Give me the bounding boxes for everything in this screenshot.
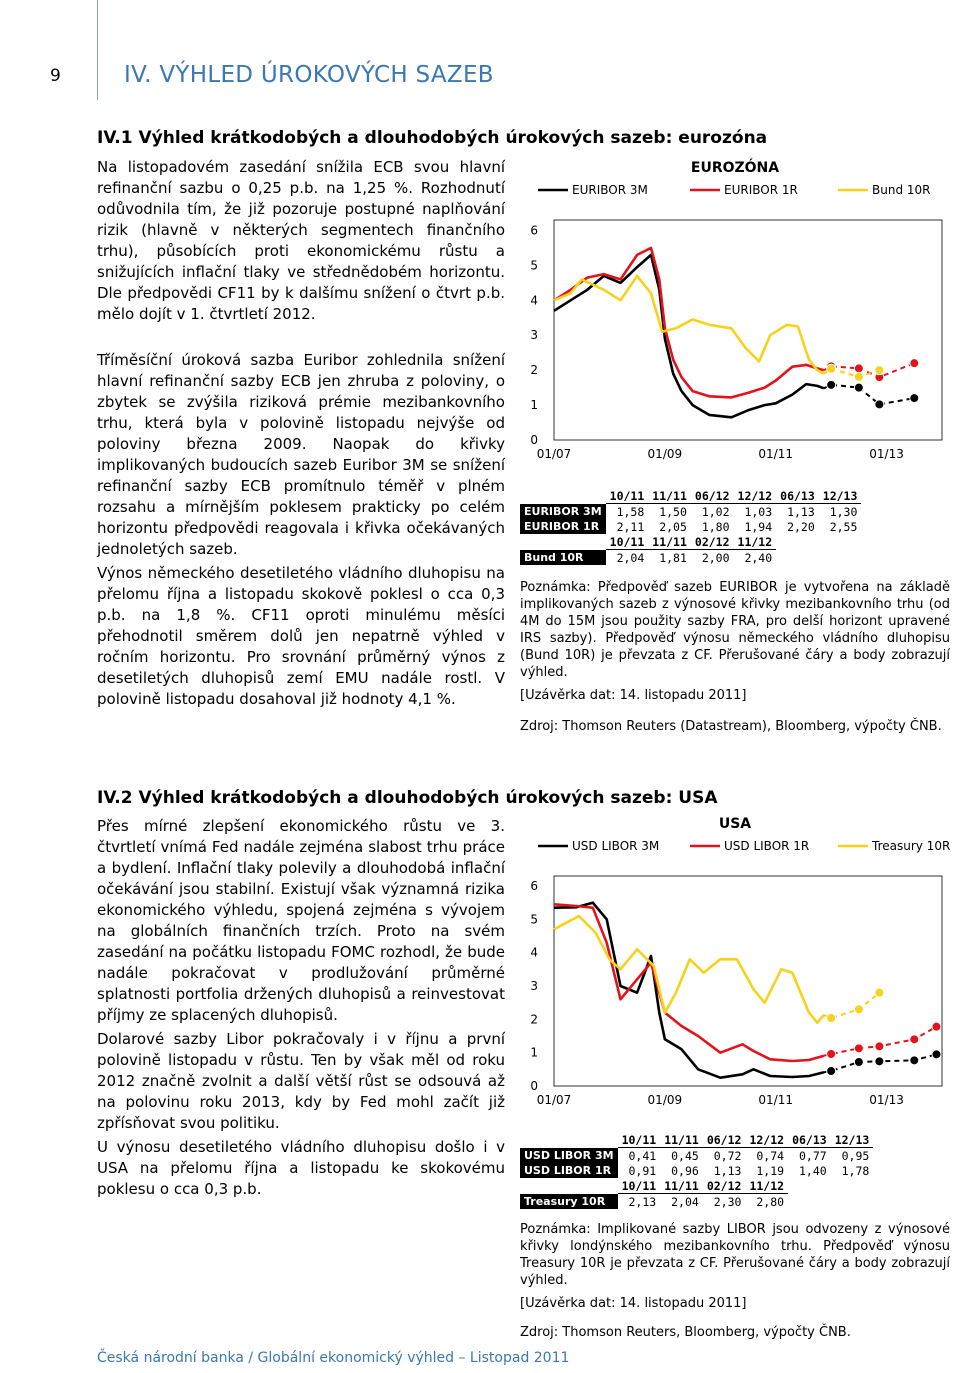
usa-table-row-label: USD LIBOR 1R: [520, 1163, 618, 1178]
eurozone-forecast-point: [854, 372, 863, 381]
eurozone-table-header-cell: 12/13: [819, 488, 862, 504]
usa-forecast-point: [875, 1057, 884, 1066]
usa-table-header-cell: 06/13: [788, 1132, 831, 1148]
eurozone-x-tick-label: 01/09: [647, 447, 683, 461]
usa-note: Poznámka: Implikované sazby LIBOR jsou odvozeny z výnosové křivky londýnského mezibankovního trhu. Předpověď výnosu Treasury 10R je převzata z CF. Přerušované čáry a body zobrazují výhled.: [520, 1222, 950, 1288]
usa-x-tick-label: 01/09: [647, 1093, 683, 1107]
usa-series-line: [554, 904, 824, 1061]
usa-forecast-point: [932, 1022, 941, 1031]
eurozone-table-header-cell: 10/11: [606, 488, 649, 504]
eurozone-table-row: [520, 504, 861, 520]
usa-table-row: [520, 1148, 873, 1164]
eurozone-plot-frame: [554, 220, 942, 440]
usa-table-cell: 1,13: [713, 1163, 742, 1178]
usa-forecast-point: [910, 1056, 919, 1065]
eurozone-y-tick-label: 2: [530, 363, 538, 378]
eurozone-forecast-point: [827, 364, 836, 373]
eurozone-legend-label: Bund 10R: [872, 183, 931, 197]
usa-table-header-cell: 12/12: [745, 1132, 788, 1148]
eurozone-chart-panel: [520, 160, 950, 735]
section1-title: IV.1 Výhled krátkodobých a dlouhodobých úrokových sazeb: eurozóna: [97, 128, 768, 148]
usa-table-cell: 2,13: [628, 1194, 657, 1209]
usa-y-tick-label: 3: [530, 979, 538, 993]
usa-table-cell: 0,77: [798, 1148, 827, 1163]
usa-table-cell: 1,78: [841, 1163, 870, 1178]
eurozone-table-cell: 1,81: [659, 550, 687, 565]
usa-table-header-row: [520, 1132, 873, 1148]
eurozone-table-cell: 2,55: [829, 519, 858, 534]
usa-legend-label: Treasury 10R: [872, 839, 950, 853]
usa-series-line: [554, 903, 824, 1078]
usa-table-cell: 0,91: [628, 1163, 657, 1178]
usa-forecast-point: [827, 1050, 836, 1059]
eurozone-table-cell: 2,05: [659, 519, 687, 534]
section1-paragraph-3: Výnos německého desetiletého vládního dluhopisu na přelomu října a listopadu skokově poklesl o cca 0,3 p.b. na 1,8 %. CF11 oproti minulému měsíci přehodnotil směrem dolů jen nepatrně výhled v ročním horizontu. Pro srovnání průměrný výnos z desetiletých dluhopisů zemí EMU nadále rostl. V polovině listopadu dosahoval již hodnoty 4,1 %.: [97, 564, 505, 708]
eurozone-table-cell: 2,11: [616, 519, 645, 534]
eurozone-table-cell: 1,13: [787, 504, 815, 519]
eurozone-forecast-table: [520, 488, 861, 565]
usa-x-tick-label: 01/11: [758, 1093, 794, 1107]
eurozone-y-tick-label: 6: [530, 223, 538, 238]
eurozone-table-header-cell: 11/11: [648, 534, 691, 550]
header-divider: [97, 0, 98, 100]
eurozone-table-header-row: [520, 488, 861, 504]
usa-y-tick-label: 1: [530, 1045, 538, 1060]
section2-title: IV.2 Výhled krátkodobých a dlouhodobých úrokových sazeb: USA: [97, 788, 718, 808]
eurozone-y-tick-label: 4: [530, 293, 538, 308]
usa-y-tick-label: 4: [530, 945, 538, 960]
usa-x-tick-label: 01/13: [869, 1093, 904, 1107]
eurozone-table-cell: 1,94: [744, 519, 773, 534]
usa-table-header-cell: 06/12: [703, 1132, 746, 1148]
usa-table-corner-2: [520, 1178, 618, 1194]
usa-table-row-label: Treasury 10R: [520, 1194, 618, 1210]
usa-table-header-cell: 10/11: [618, 1178, 661, 1194]
eurozone-table-header-cell: 06/12: [691, 488, 734, 504]
usa-y-tick-label: 5: [530, 912, 538, 927]
eurozone-x-tick-label: 01/13: [869, 447, 904, 461]
section2-paragraph-3: U výnosu desetiletého vládního dluhopisu došlo i v USA na přelomu října a listopadu ke skokovému poklesu o cca 0,3 p.b.: [97, 1138, 505, 1198]
usa-legend-label: USD LIBOR 3M: [572, 839, 660, 853]
eurozone-table-cell: 2,00: [701, 550, 730, 565]
eurozone-table-cell: 1,58: [616, 504, 645, 519]
section1-paragraph-2: Tříměsíční úroková sazba Euribor zohlednila snížení hlavní refinanční sazby ECB jen zhruba z poloviny, o zbytek se zvýšila riziková prémie mezibankovního trhu, která byla v polovině listopadu nejvýše od poloviny března 2009. Naopak do křivky implikovaných budoucích sazeb Euribor 3M se snížení refinanční sazby ECB promítnulo téměř v plném rozsahu a mírnějším poklesem prakticky po celém horizontu předpovědi reagovala i křivka očekávaných jednoletých sazeb.: [97, 351, 505, 558]
eurozone-table-cell: 1,03: [744, 504, 773, 519]
usa-table-row: [520, 1194, 873, 1210]
eurozone-x-tick-label: 01/07: [536, 447, 572, 461]
eurozone-table-header-cell: 12/12: [734, 488, 777, 504]
eurozone-y-tick-label: 0: [530, 433, 538, 447]
eurozone-forecast-point: [910, 394, 919, 403]
eurozone-table-corner-2: [520, 534, 606, 550]
usa-chart-title: USA: [718, 816, 752, 832]
eurozone-table-header-cell: 02/12: [691, 534, 734, 550]
footer: Česká národní banka / Globální ekonomický výhled – Listopad 2011: [97, 1350, 570, 1366]
usa-table-header-cell: 10/11: [618, 1132, 661, 1148]
usa-table-cell: 1,40: [798, 1163, 827, 1178]
eurozone-table-cell: 1,50: [659, 504, 687, 519]
usa-table-cell: 2,80: [756, 1194, 785, 1209]
usa-x-tick-label: 01/07: [536, 1093, 572, 1107]
usa-forecast-point: [854, 1005, 863, 1014]
usa-chart: [520, 832, 950, 1122]
usa-y-tick-label: 2: [530, 1012, 538, 1027]
eurozone-forecast-line: [824, 385, 914, 405]
usa-legend-label: USD LIBOR 1R: [724, 839, 810, 853]
eurozone-legend-label: EURIBOR 1R: [724, 183, 798, 197]
eurozone-table-header-cell: 06/13: [776, 488, 819, 504]
usa-forecast-point: [875, 1042, 884, 1051]
section2-paragraph-2: Dolarové sazby Libor pokračovaly i v říjnu a první polovině listopadu v růstu. Ten by však měl od roku 2012 značně zvolnit a další větší růst se odsouvá až na polovinu roku 2013, kdy by Fed mohl začít již zpřísňovat svou politiku.: [97, 1030, 505, 1132]
section1-text: [97, 157, 505, 328]
usa-table-row-label: USD LIBOR 3M: [520, 1148, 618, 1164]
eurozone-forecast-point: [827, 380, 836, 389]
eurozone-forecast-line: [824, 363, 914, 377]
usa-table-cell: 0,96: [671, 1163, 699, 1178]
eurozone-table-cell: 1,80: [701, 519, 730, 534]
eurozone-chart-title: EUROZÓNA: [690, 160, 780, 176]
eurozone-series-line: [554, 255, 824, 417]
eurozone-legend-label: EURIBOR 3M: [572, 183, 648, 197]
eurozone-table-row: [520, 519, 861, 534]
eurozone-table-cell: 2,40: [744, 550, 773, 565]
eurozone-table-row-label: EURIBOR 3M: [520, 504, 606, 520]
usa-table-corner: [520, 1132, 618, 1148]
eurozone-table-row-label: Bund 10R: [520, 550, 606, 566]
eurozone-table-cell: 2,04: [616, 550, 645, 565]
eurozone-table-cell: 2,20: [787, 519, 815, 534]
eurozone-y-tick-label: 3: [530, 328, 538, 343]
eurozone-source: Zdroj: Thomson Reuters (Datastream), Bloomberg, výpočty ČNB.: [520, 719, 942, 734]
eurozone-table-row-label: EURIBOR 1R: [520, 519, 606, 534]
usa-table-header-cell: 12/13: [831, 1132, 874, 1148]
usa-series-line: [554, 916, 824, 1023]
usa-table-header-row-2: [520, 1178, 873, 1194]
usa-forecast-point: [827, 1067, 836, 1076]
eurozone-table-row: [520, 550, 861, 566]
usa-y-tick-label: 0: [530, 1079, 538, 1093]
eurozone-table-header-row-2: [520, 534, 861, 550]
usa-forecast-point: [854, 1058, 863, 1067]
section2-paragraph-1: Přes mírné zlepšení ekonomického růstu ve 3. čtvrtletí vnímá Fed nadále zejména slabost trhu práce a bydlení. Inflační tlaky polevily a dlouhodobá inflační očekávání jsou stabilní. Existují však významná rizika ekonomického výhledu, spojená zejména s vývojem na globálních finančních trzích. Proto na svém zasedání na počátku listopadu FOMC rozhodl, že bude nadále pokračovat v prodlužování průměrné splatnosti portfolia držených dluhopisů a reinvestovat příjmy ze splacených dluhopisů.: [97, 817, 505, 1024]
eurozone-forecast-point: [854, 364, 863, 373]
usa-table-cell: 0,72: [713, 1148, 742, 1163]
usa-forecast-point: [875, 988, 884, 997]
usa-forecast-point: [827, 1014, 836, 1023]
chapter-title: IV. VÝHLED ÚROKOVÝCH SAZEB: [124, 62, 494, 88]
usa-table-cell: 0,95: [841, 1148, 870, 1163]
usa-table-header-cell: 11/11: [660, 1132, 703, 1148]
usa-table-header-cell: 11/11: [660, 1178, 703, 1194]
usa-table-header-cell: 11/12: [745, 1178, 788, 1194]
usa-table-cell: 2,30: [713, 1194, 742, 1209]
usa-table-cell: 0,45: [671, 1148, 699, 1163]
section1-text-2: [97, 350, 505, 713]
eurozone-x-tick-label: 01/11: [758, 447, 794, 461]
usa-forecast-point: [854, 1044, 863, 1053]
usa-forecast-point: [910, 1035, 919, 1044]
eurozone-table-cell: 1,30: [829, 504, 858, 519]
eurozone-forecast-point: [910, 359, 919, 368]
eurozone-forecast-point: [875, 400, 884, 409]
usa-table-header-cell: 02/12: [703, 1178, 746, 1194]
usa-table-cell: 0,74: [756, 1148, 785, 1163]
usa-source: Zdroj: Thomson Reuters, Bloomberg, výpočty ČNB.: [520, 1325, 851, 1340]
usa-forecast-table: [520, 1132, 873, 1209]
usa-y-tick-label: 6: [530, 879, 538, 893]
usa-table-row: [520, 1163, 873, 1178]
usa-chart-panel: [520, 816, 950, 1341]
usa-table-cell: 0,41: [628, 1148, 657, 1163]
usa-table-cell: 2,04: [671, 1194, 699, 1209]
eurozone-y-tick-label: 1: [530, 398, 538, 413]
usa-forecast-point: [932, 1050, 941, 1059]
eurozone-forecast-point: [875, 366, 884, 375]
eurozone-closing-date: [Uzávěrka dat: 14. listopadu 2011]: [520, 688, 747, 703]
eurozone-table-header-cell: 11/12: [734, 534, 777, 550]
usa-forecast-line: [824, 1027, 937, 1056]
usa-closing-date: [Uzávěrka dat: 14. listopadu 2011]: [520, 1296, 747, 1311]
section2-text: [97, 816, 505, 1203]
eurozone-note: Poznámka: Předpověď sazeb EURIBOR je vytvořena na základě implikovaných sazeb z výnosové křivky mezibankovního trhu (od 4M do 15M jsou použity sazby FRA, pro delší horizont upravené IRS sazby). Předpověď výnosu německého vládního dluhopisu (Bund 10R) je převzata z CF. Přerušované čáry a body zobrazují výhled.: [520, 580, 950, 680]
section1-paragraph-1: Na listopadovém zasedání snížila ECB svou hlavní refinanční sazbu o 0,25 p.b. na 1,25 %. Rozhodnutí odůvodnila tím, že již pozoruje postupné naplňování rizik (hlavně v některých segmentech finančního trhu), působících proti ekonomickému růstu a snižujících inflační tlaky ve střednědobém horizontu. Dle předpovědi CF11 by k dalšímu snížení o čtvrt p.b. mělo dojít v 1. čtvrtletí 2012.: [97, 158, 505, 323]
eurozone-table-header-cell: 10/11: [606, 534, 649, 550]
eurozone-table-header-cell: 11/11: [648, 488, 691, 504]
eurozone-forecast-point: [854, 383, 863, 392]
eurozone-chart: [520, 176, 950, 476]
eurozone-y-tick-label: 5: [530, 258, 538, 273]
page-number: 9: [50, 66, 61, 86]
eurozone-table-cell: 1,02: [701, 504, 730, 519]
eurozone-series-line: [554, 276, 824, 374]
usa-table-cell: 1,19: [756, 1163, 785, 1178]
eurozone-table-corner: [520, 488, 606, 504]
